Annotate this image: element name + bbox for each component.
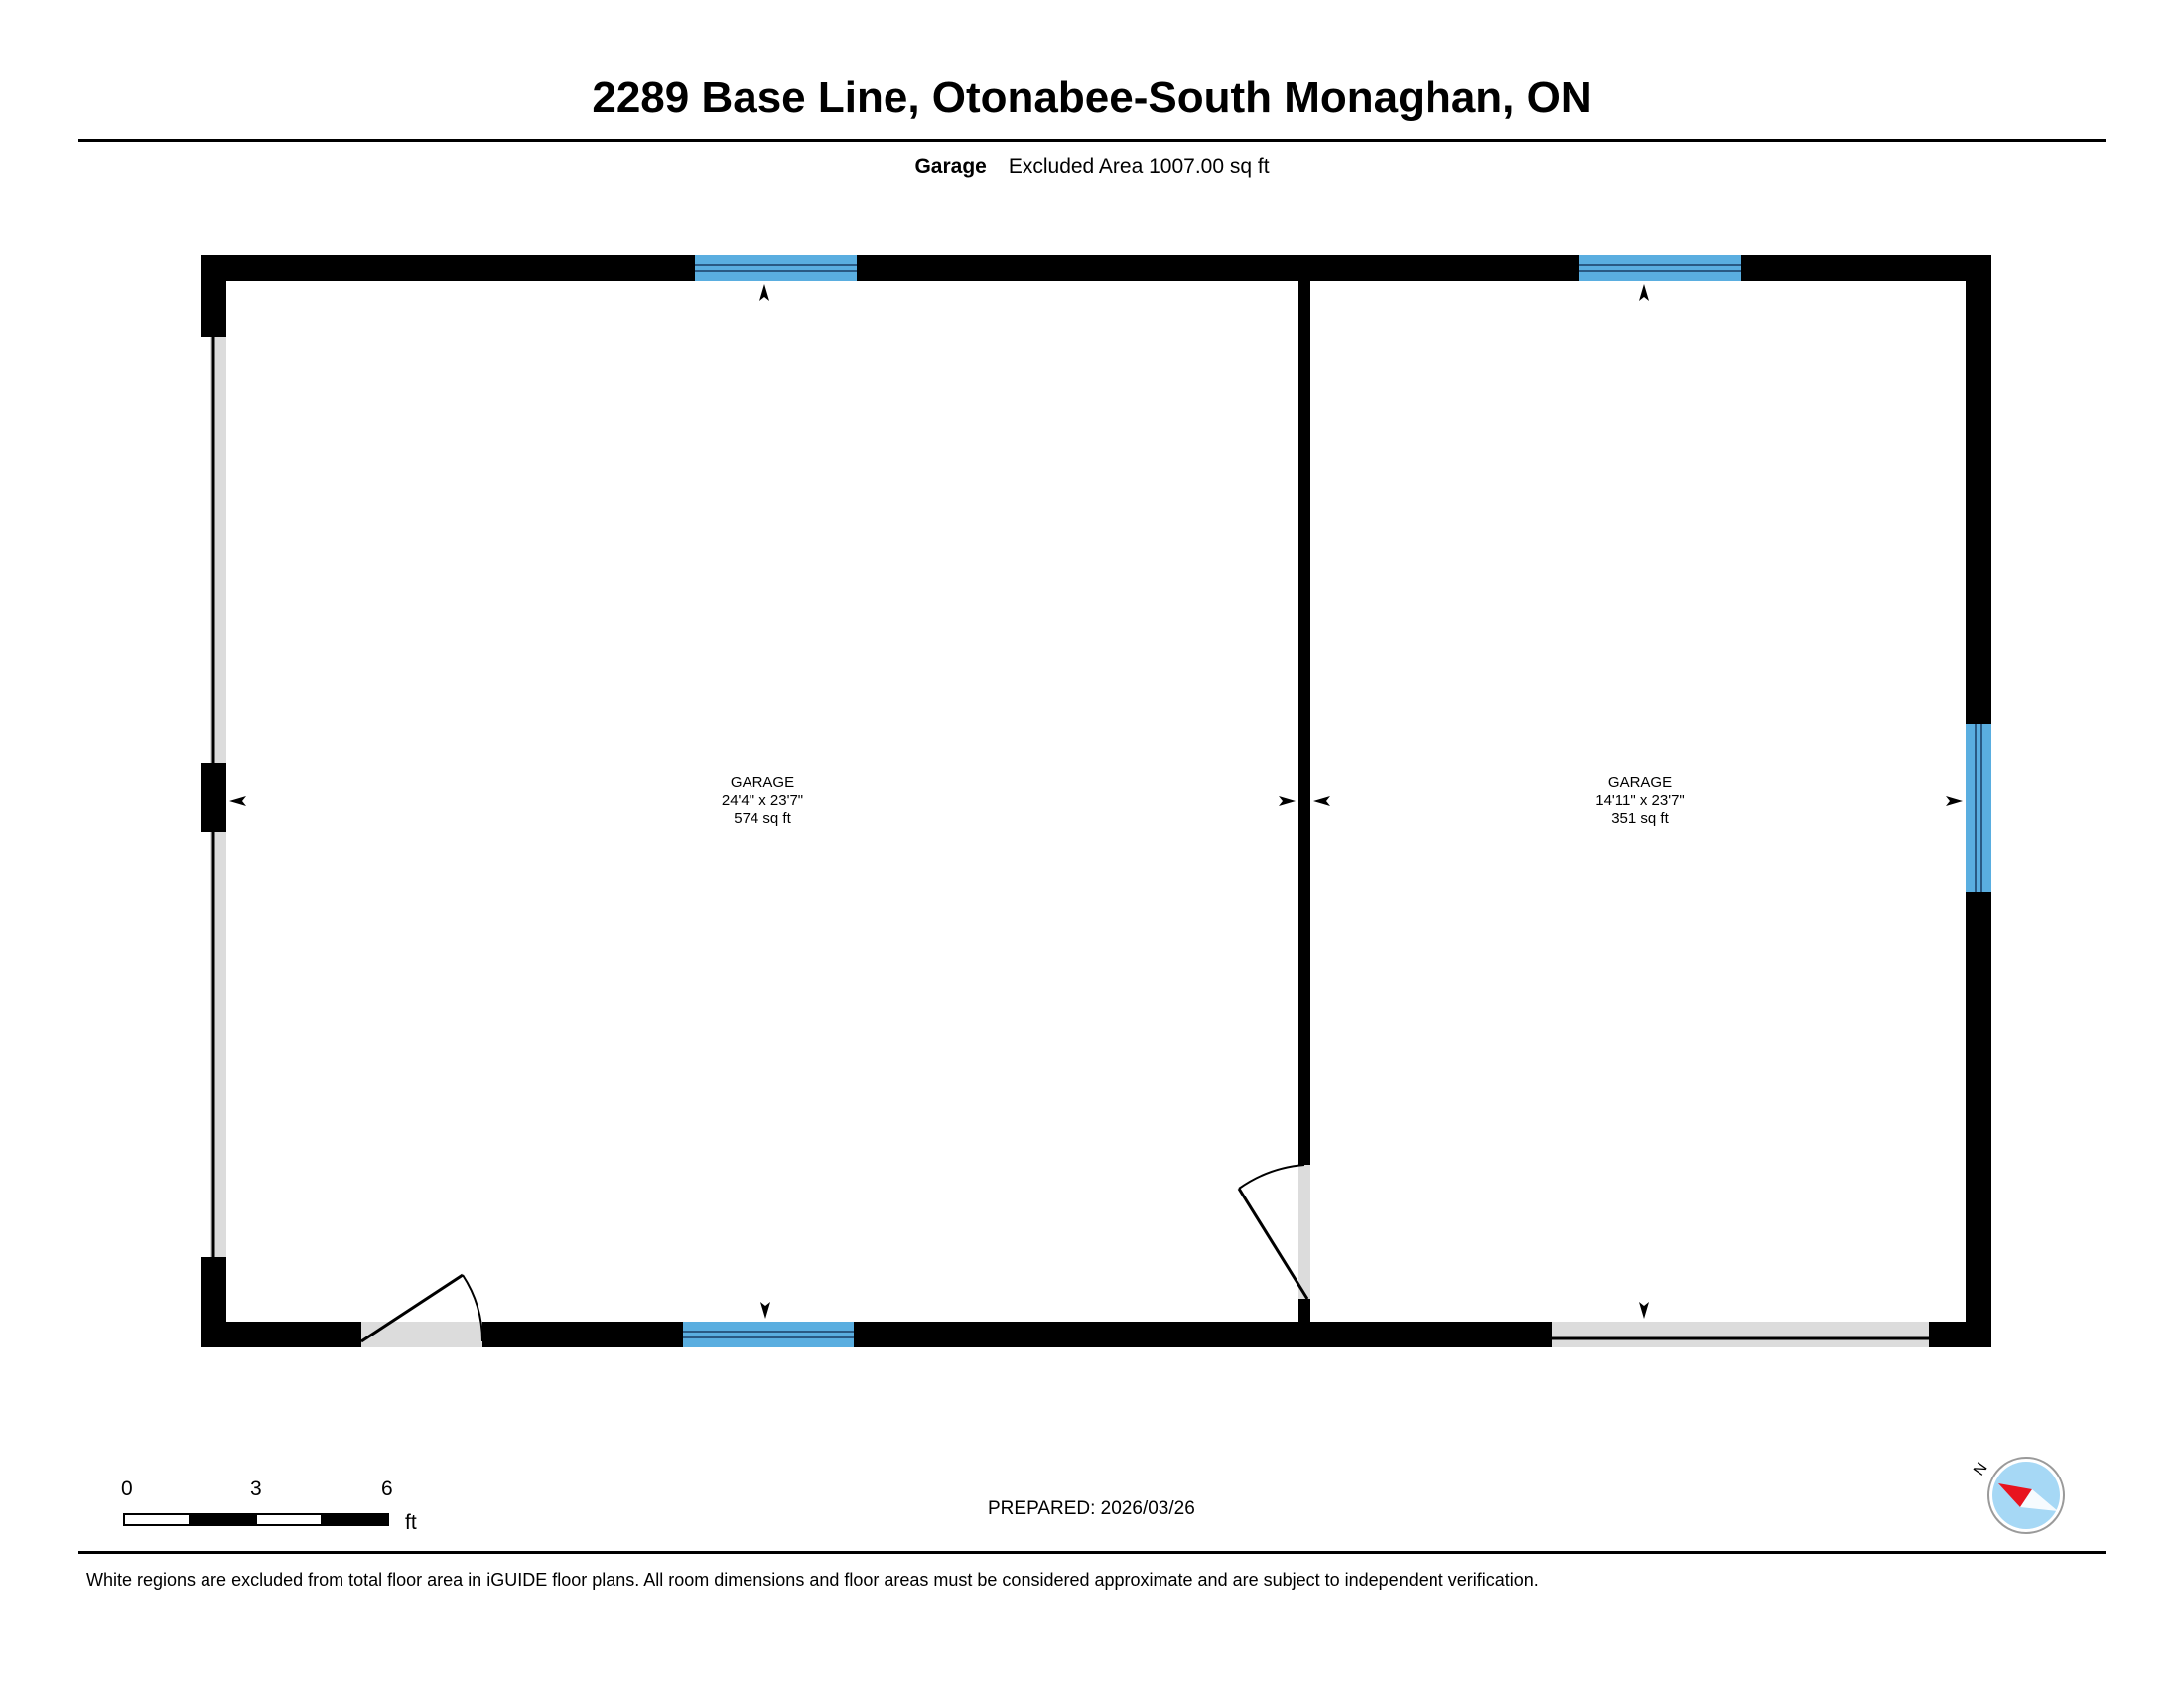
openings xyxy=(210,337,1929,1347)
marker-right-east xyxy=(1946,796,1963,806)
level-name: Garage xyxy=(914,155,987,178)
window-top-left xyxy=(695,255,857,281)
wall-right-top xyxy=(1966,255,1991,724)
room-area: 351 sq ft xyxy=(1611,810,1669,827)
scale-bar xyxy=(123,1477,441,1547)
windows xyxy=(683,255,1991,1347)
overhead-door-bottom-right xyxy=(1552,1322,1929,1347)
wall-interior xyxy=(1298,281,1310,1165)
north-compass xyxy=(1971,1450,2066,1539)
wall-interior-stub xyxy=(1298,1299,1310,1325)
room-label-garage-right xyxy=(1595,774,1685,828)
wall-left-bottom xyxy=(201,1257,226,1347)
disclaimer: White regions are excluded from total floor area in iGUIDE floor plans. All room dimensions and floor areas must be considered approximate and are subject to independent verification. xyxy=(86,1570,1539,1590)
compass-icon xyxy=(1971,1450,2066,1539)
marker-bottom-left xyxy=(760,1302,770,1319)
wall-left-top xyxy=(201,255,226,337)
scale-tick-0: 0 xyxy=(121,1477,133,1500)
scale-tick-3: 3 xyxy=(250,1477,262,1500)
marker-top-left xyxy=(759,284,769,301)
exterior-walls xyxy=(201,255,1991,1347)
wall-left-mid xyxy=(201,763,226,832)
marker-bottom-right xyxy=(1639,1302,1649,1319)
footer-rule xyxy=(78,1551,2106,1554)
room-name: GARAGE xyxy=(730,774,795,791)
scale-tick-6: 6 xyxy=(381,1477,393,1500)
room-area: 574 sq ft xyxy=(734,810,791,827)
room-name: GARAGE xyxy=(1607,774,1673,791)
swing-door-interior xyxy=(1239,1165,1310,1299)
marker-left-east xyxy=(1279,796,1296,806)
page-title: 2289 Base Line, Otonabee-South Monaghan, ON xyxy=(592,73,1592,122)
scale-unit: ft xyxy=(405,1511,417,1534)
room-label-garage-left xyxy=(722,774,803,828)
window-right xyxy=(1966,724,1991,892)
prepared-date: PREPARED: 2026/03/26 xyxy=(988,1498,1195,1519)
dimension-markers xyxy=(229,284,1963,1319)
window-top-right xyxy=(1579,255,1741,281)
marker-top-right xyxy=(1639,284,1649,301)
swing-door-bottom-left xyxy=(361,1275,482,1347)
room-dimensions: 24'4" x 23'7" xyxy=(721,792,804,809)
wall-right-bottom xyxy=(1966,892,1991,1347)
left-opening-lower xyxy=(210,832,226,1257)
marker-left-west xyxy=(229,796,246,806)
compass-north-label: N xyxy=(1971,1460,1991,1479)
window-bottom xyxy=(683,1322,854,1347)
room-dimensions: 14'11" x 23'7" xyxy=(1595,792,1685,809)
marker-right-west xyxy=(1313,796,1330,806)
scale-bar-graphic xyxy=(123,1513,393,1527)
level-area: Excluded Area 1007.00 sq ft xyxy=(1008,155,1270,178)
left-opening-upper xyxy=(210,337,226,763)
